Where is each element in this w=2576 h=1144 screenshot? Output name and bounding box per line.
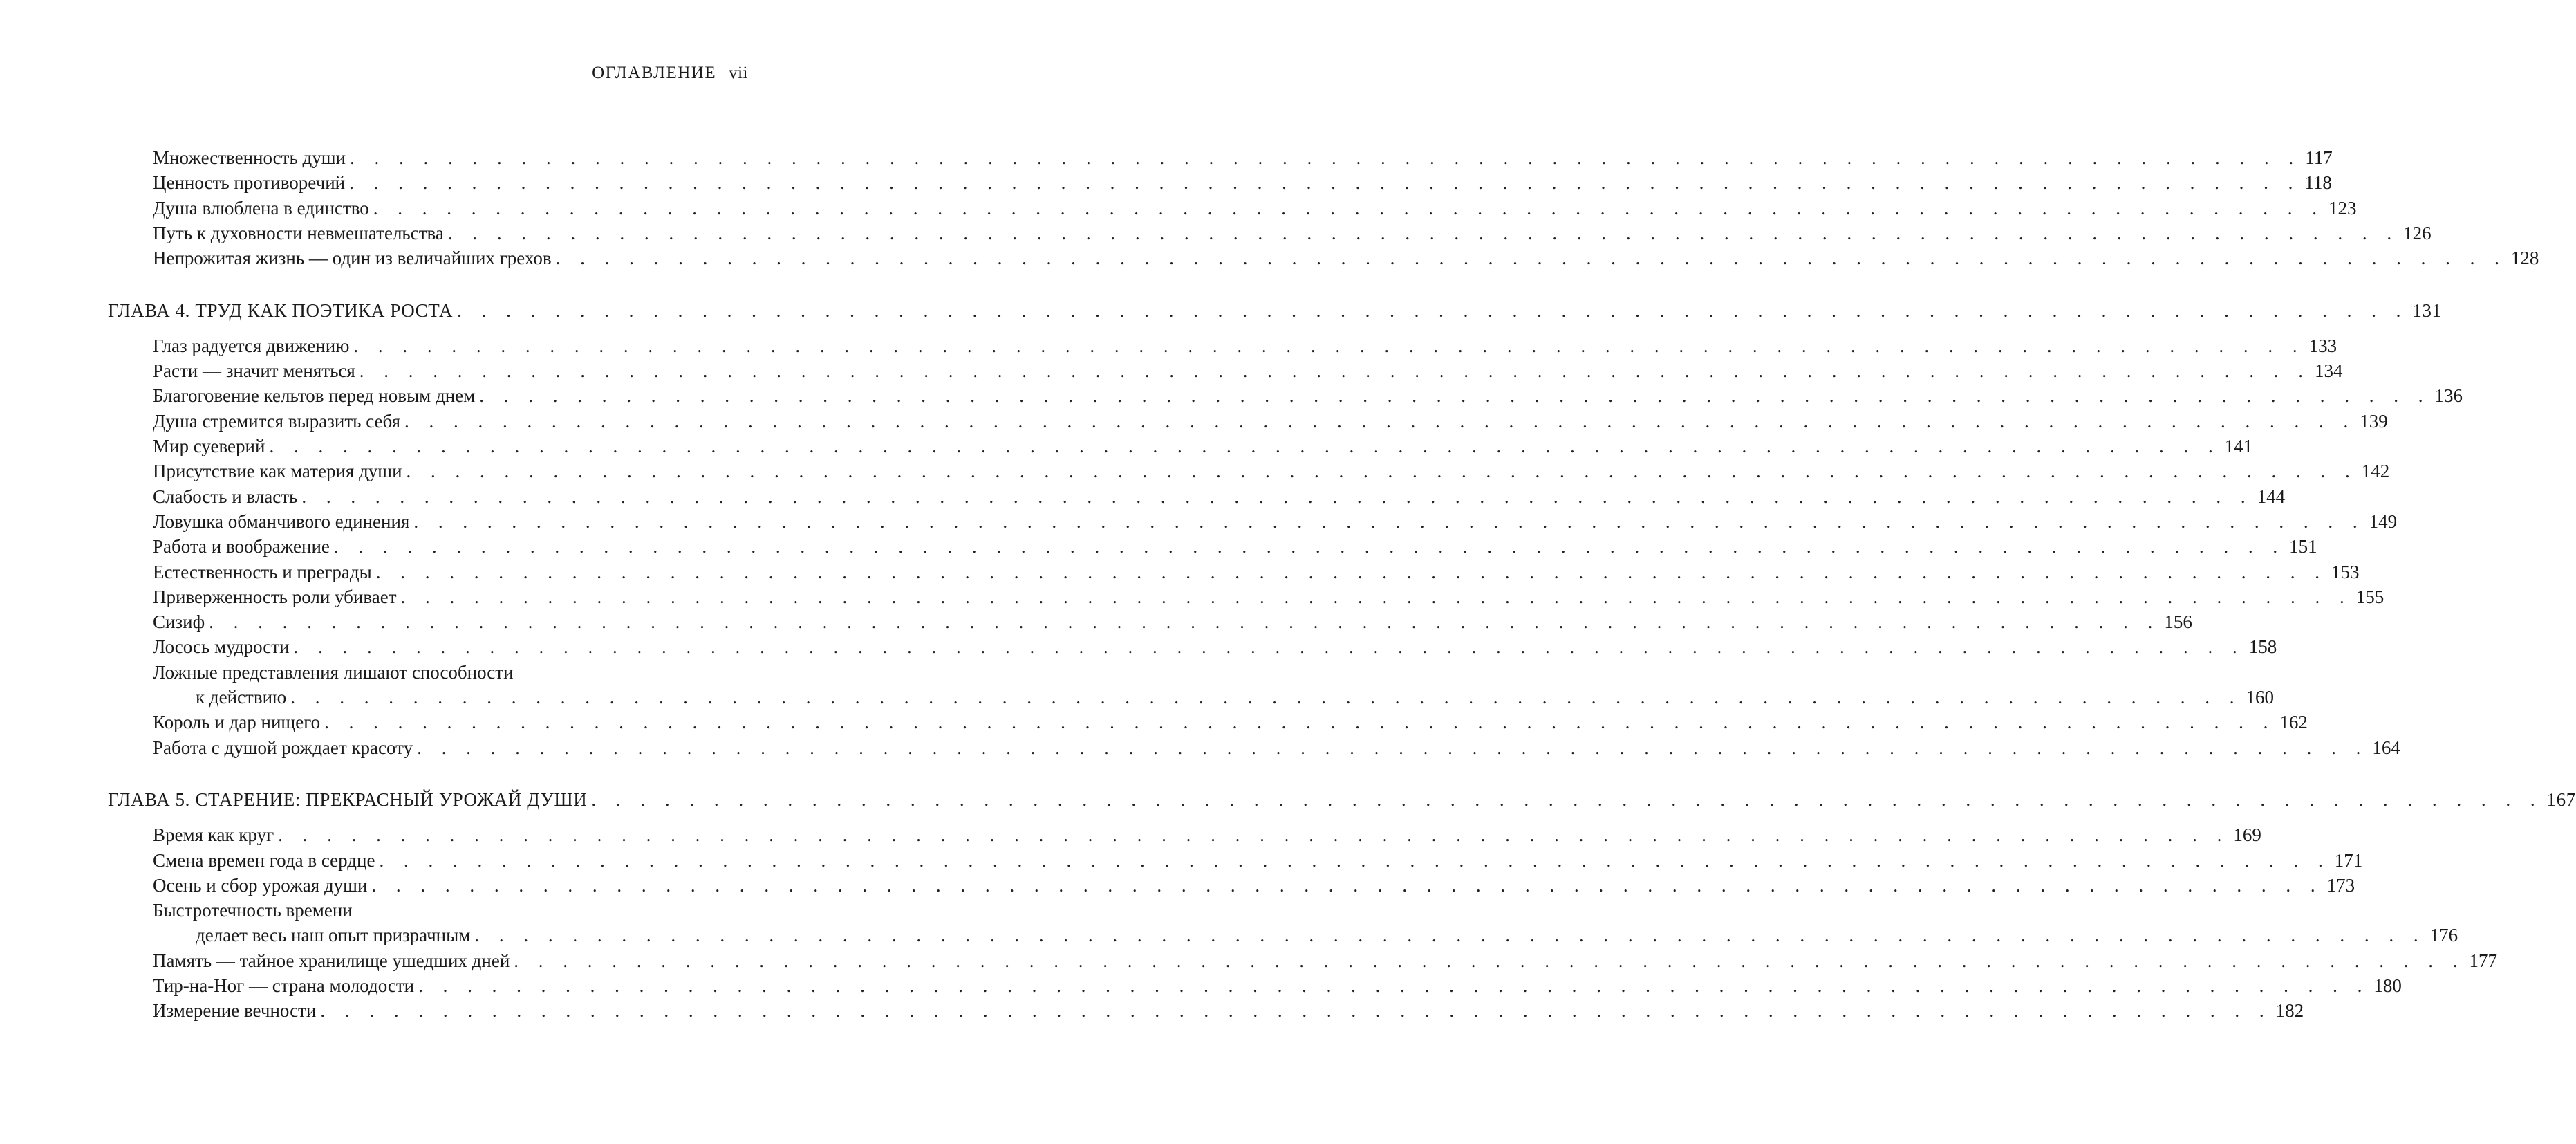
- toc-page-number: 167: [2546, 788, 2576, 810]
- toc-entry: [153, 584, 2384, 609]
- dot-leader: . . . . . . . . . . . . . . . . . . . . . . . . . . . . . . . . . . . . . . . . . . . . . . . . . . . . . . . . . . . . . . . . . . . . . . . . . . . . . . . .: [474, 925, 2426, 946]
- dot-leader: . . . . . . . . . . . . . . . . . . . . . . . . . . . . . . . . . . . . . . . . . . . . . . . . . . . . . . . . . . . . . . . . . . . . . . . . . . . . . . . .: [320, 1000, 2272, 1022]
- dot-leader: . . . . . . . . . . . . . . . . . . . . . . . . . . . . . . . . . . . . . . . . . . . . . . . . . . . . . . . . . . . . . . . . . . . . . . . . . . . . . . . .: [293, 636, 2245, 658]
- toc-page-number: 149: [2369, 510, 2398, 532]
- toc-page-number: 118: [2304, 172, 2332, 194]
- toc-page-number: 128: [2510, 248, 2539, 269]
- toc-entry-title-line: Быстротечность времени: [153, 900, 353, 921]
- toc-entry: [153, 459, 2390, 483]
- toc-entry: [153, 170, 2332, 195]
- toc-page-number: 126: [2403, 222, 2432, 243]
- toc-page-number: 156: [2164, 611, 2192, 633]
- dot-leader: . . . . . . . . . . . . . . . . . . . . . . . . . . . . . . . . . . . . . . . . . . . . . . . . . . . . . . . . . . . . . . . . . . . . . . . . . . . . . . . .: [359, 360, 2311, 382]
- toc-entry-title: Время как круг: [153, 824, 274, 846]
- dot-leader: . . . . . . . . . . . . . . . . . . . . . . . . . . . . . . . . . . . . . . . . . . . . . . . . . . . . . . . . . . . . . . . . . . . . . . . . . . . . . . . .: [324, 712, 2276, 733]
- toc-entry-title: Сизиф: [153, 611, 205, 633]
- toc-entry-title: к действию: [196, 687, 287, 708]
- dot-leader: . . . . . . . . . . . . . . . . . . . . . . . . . . . . . . . . . . . . . . . . . . . . . . . . . . . . . . . . . . . . . . . . . . . . . . . . . . . . . . . .: [269, 436, 2221, 456]
- toc-entry: [153, 246, 2539, 270]
- toc-entry-title: Король и дар нищего: [153, 712, 321, 733]
- dot-leader: . . . . . . . . . . . . . . . . . . . . . . . . . . . . . . . . . . . . . . . . . . . . . . . . . . . . . . . . . . . . . . . . . . . . . . . . . . . . . . . .: [333, 536, 2286, 557]
- dot-leader: . . . . . . . . . . . . . . . . . . . . . . . . . . . . . . . . . . . . . . . . . . . . . . . . . . . . . . . . . . . . . . . . . . . . . . . . . . . . . . . .: [353, 335, 2305, 356]
- toc-entry-title: делает весь наш опыт призрачным: [196, 925, 471, 946]
- dot-leader: . . . . . . . . . . . . . . . . . . . . . . . . . . . . . . . . . . . . . . . . . . . . . . . . . . . . . . . . . . . . . . . . . . . . . . . . . . . . . . . .: [479, 385, 2431, 407]
- toc-page-number: 171: [2334, 849, 2363, 871]
- toc-entry: [153, 196, 2357, 221]
- toc-page-number: 144: [2257, 486, 2286, 507]
- dot-leader: . . . . . . . . . . . . . . . . . . . . . . . . . . . . . . . . . . . . . . . . . . . . . . . . . . . . . . . . . . . . . . . . . . . . . . . . . . . . . . . .: [555, 248, 2507, 269]
- dot-leader: . . . . . . . . . . . . . . . . . . . . . . . . . . . . . . . . . . . . . . . . . . . . . . . . . . . . . . . . . . . . . . . . . . . . . . . . . . . . . . . .: [373, 197, 2325, 219]
- toc-entry-title: Приверженность роли убивает: [153, 586, 397, 607]
- toc-entry-title: Лосось мудрости: [153, 636, 290, 658]
- toc-entry: [153, 873, 2355, 898]
- dot-leader: . . . . . . . . . . . . . . . . . . . . . . . . . . . . . . . . . . . . . . . . . . . . . . . . . . . . . . . . . . . . . . . . . . . . . . . . . . . . . . . .: [301, 486, 2253, 507]
- toc-entry: [153, 383, 2463, 408]
- toc-entry-title: Множественность души: [153, 147, 346, 168]
- dot-leader: . . . . . . . . . . . . . . . . . . . . . . . . . . . . . . . . . . . . . . . . . . . . . . . . . . . . . . . . . . . . . . . . . . . . . . . . . . . . . . . .: [591, 788, 2543, 810]
- toc-entry-title: Расти — значит меняться: [153, 360, 355, 382]
- toc-entry: [153, 710, 2308, 735]
- toc-entry: [196, 923, 2458, 948]
- toc-entry-title: ГЛАВА 4. ТРУД КАК ПОЭТИКА РОСТА: [108, 299, 454, 321]
- toc-entry-title: Слабость и власть: [153, 486, 298, 507]
- toc-page-number: 136: [2434, 385, 2463, 407]
- toc-entry-title: Осень и сбор урожая души: [153, 874, 368, 896]
- toc-entry: [153, 333, 2337, 358]
- dot-leader: . . . . . . . . . . . . . . . . . . . . . . . . . . . . . . . . . . . . . . . . . . . . . . . . . . . . . . . . . . . . . . . . . . . . . . . . . . . . . . . .: [413, 510, 2365, 532]
- toc-page-number: 133: [2308, 335, 2337, 356]
- toc-page-number: 142: [2361, 461, 2390, 482]
- toc-page-number: 173: [2326, 874, 2355, 896]
- toc-page-number: 123: [2328, 197, 2357, 219]
- toc-entry-title: Память — тайное хранилище ушедших дней: [153, 950, 510, 971]
- toc-page-number: 162: [2279, 712, 2308, 733]
- toc-entry-title: Ценность противоречий: [153, 172, 346, 194]
- dot-leader: . . . . . . . . . . . . . . . . . . . . . . . . . . . . . . . . . . . . . . . . . . . . . . . . . . . . . . . . . . . . . . . . . . . . . . . . . . . . . . . .: [290, 687, 2242, 708]
- toc-entry-title: Душа влюблена в единство: [153, 197, 369, 219]
- toc-page-number: 131: [2412, 299, 2442, 321]
- toc-page-number: 151: [2289, 536, 2317, 557]
- toc-entry-title: Работа с душой рождает красоту: [153, 737, 413, 758]
- toc-entry-title: Измерение вечности: [153, 1000, 317, 1022]
- toc-page-number: 180: [2373, 975, 2402, 996]
- dot-leader: . . . . . . . . . . . . . . . . . . . . . . . . . . . . . . . . . . . . . . . . . . . . . . . . . . . . . . . . . . . . . . . . . . . . . . . . . . . . . . . .: [514, 950, 2465, 971]
- toc-entry-title: Смена времен года в сердце: [153, 849, 375, 871]
- dot-leader: . . . . . . . . . . . . . . . . . . . . . . . . . . . . . . . . . . . . . . . . . . . . . . . . . . . . . . . . . . . . . . . . . . . . . . . . . . . . . . . .: [278, 824, 2230, 846]
- toc-page-number: 141: [2224, 436, 2253, 456]
- toc-entry-title: Работа и воображение: [153, 536, 330, 557]
- toc-entry-title-line: Ложные представления лишают способности: [153, 661, 514, 683]
- toc-entry: [153, 145, 2333, 170]
- toc-entry: [196, 685, 2274, 710]
- dot-leader: . . . . . . . . . . . . . . . . . . . . . . . . . . . . . . . . . . . . . . . . . . . . . . . . . . . . . . . . . . . . . . . . . . . . . . . . . . . . . . . .: [371, 874, 2323, 896]
- toc-entry-title: Душа стремится выразить себя: [153, 410, 400, 432]
- toc-entry-title: Естественность и преграды: [153, 561, 372, 582]
- dot-leader: . . . . . . . . . . . . . . . . . . . . . . . . . . . . . . . . . . . . . . . . . . . . . . . . . . . . . . . . . . . . . . . . . . . . . . . . . . . . . . . .: [406, 461, 2358, 482]
- toc-entry: [153, 735, 2400, 760]
- dot-leader: . . . . . . . . . . . . . . . . . . . . . . . . . . . . . . . . . . . . . . . . . . . . . . . . . . . . . . . . . . . . . . . . . . . . . . . . . . . . . . . .: [350, 147, 2302, 168]
- toc-entry-title: Путь к духовности невмешательства: [153, 222, 444, 243]
- dot-leader: . . . . . . . . . . . . . . . . . . . . . . . . . . . . . . . . . . . . . . . . . . . . . . . . . . . . . . . . . . . . . . . . . . . . . . . . . . . . . . . .: [404, 410, 2356, 432]
- toc-entry: [153, 998, 2304, 1023]
- toc-entry-title: Тир-на-Ног — страна молодости: [153, 975, 415, 996]
- toc-entry: [153, 973, 2402, 998]
- toc-page-number: 176: [2429, 925, 2458, 946]
- toc-entry-title: Глаз радуется движению: [153, 335, 350, 356]
- toc-page-number: 177: [2469, 950, 2498, 971]
- toc-entry: [153, 534, 2317, 559]
- toc-page-number: 153: [2331, 561, 2360, 582]
- toc-entry-title: Ловушка обманчивого единения: [153, 510, 410, 532]
- dot-leader: . . . . . . . . . . . . . . . . . . . . . . . . . . . . . . . . . . . . . . . . . . . . . . . . . . . . . . . . . . . . . . . . . . . . . . . . . . . . . . . .: [349, 172, 2301, 194]
- toc-page-number: 139: [2360, 410, 2388, 432]
- dot-leader: . . . . . . . . . . . . . . . . . . . . . . . . . . . . . . . . . . . . . . . . . . . . . . . . . . . . . . . . . . . . . . . . . . . . . . . . . . . . . . . .: [418, 975, 2370, 996]
- dot-leader: . . . . . . . . . . . . . . . . . . . . . . . . . . . . . . . . . . . . . . . . . . . . . . . . . . . . . . . . . . . . . . . . . . . . . . . . . . . . . . . .: [379, 849, 2331, 871]
- header-title: ОГЛАВЛЕНИЕ: [592, 64, 717, 82]
- running-header: [592, 64, 748, 83]
- toc-entry: [153, 848, 2363, 873]
- toc-entry: [153, 221, 2432, 246]
- toc-page-number: 169: [2233, 824, 2261, 846]
- toc-entry: [153, 484, 2286, 509]
- toc-entry: [153, 434, 2253, 459]
- toc-page-number: 164: [2372, 737, 2400, 758]
- dot-leader: . . . . . . . . . . . . . . . . . . . . . . . . . . . . . . . . . . . . . . . . . . . . . . . . . . . . . . . . . . . . . . . . . . . . . . . . . . . . . . . .: [417, 737, 2369, 758]
- toc-entry: [153, 509, 2398, 534]
- dot-leader: . . . . . . . . . . . . . . . . . . . . . . . . . . . . . . . . . . . . . . . . . . . . . . . . . . . . . . . . . . . . . . . . . . . . . . . . . . . . . . . .: [457, 299, 2409, 321]
- dot-leader: . . . . . . . . . . . . . . . . . . . . . . . . . . . . . . . . . . . . . . . . . . . . . . . . . . . . . . . . . . . . . . . . . . . . . . . . . . . . . . . .: [400, 586, 2352, 607]
- toc-entry: [153, 948, 2498, 973]
- toc-page-number: 134: [2315, 360, 2343, 382]
- toc-entry-title: Мир суеверий: [153, 436, 265, 456]
- header-page-number: vii: [729, 64, 748, 82]
- chapter-heading: [108, 787, 2576, 812]
- toc-page-number: 158: [2248, 636, 2277, 658]
- toc-entry-title: ГЛАВА 5. СТАРЕНИЕ: ПРЕКРАСНЫЙ УРОЖАЙ ДУШИ: [108, 788, 588, 810]
- chapter-heading: [108, 298, 2442, 323]
- toc-page-number: 182: [2275, 1000, 2304, 1022]
- toc-entry: [153, 358, 2343, 383]
- toc-entry-title: Благоговение кельтов перед новым днем: [153, 385, 476, 407]
- toc-entry-title: Непрожитая жизнь — один из величайших грехов: [153, 248, 552, 269]
- toc-entry-title: Присутствие как материя души: [153, 461, 402, 482]
- toc-entry: [153, 609, 2192, 634]
- toc-entry: [153, 560, 2360, 584]
- toc-page-number: 155: [2355, 586, 2384, 607]
- toc-entry: [153, 634, 2277, 659]
- toc-entry: [153, 822, 2261, 847]
- toc-page-number: 160: [2246, 687, 2274, 708]
- dot-leader: . . . . . . . . . . . . . . . . . . . . . . . . . . . . . . . . . . . . . . . . . . . . . . . . . . . . . . . . . . . . . . . . . . . . . . . . . . . . . . . .: [447, 222, 2400, 243]
- dot-leader: . . . . . . . . . . . . . . . . . . . . . . . . . . . . . . . . . . . . . . . . . . . . . . . . . . . . . . . . . . . . . . . . . . . . . . . . . . . . . . . .: [209, 611, 2160, 633]
- toc-page-number: 117: [2305, 147, 2333, 168]
- dot-leader: . . . . . . . . . . . . . . . . . . . . . . . . . . . . . . . . . . . . . . . . . . . . . . . . . . . . . . . . . . . . . . . . . . . . . . . . . . . . . . . .: [375, 561, 2328, 582]
- toc-entry: [153, 409, 2388, 434]
